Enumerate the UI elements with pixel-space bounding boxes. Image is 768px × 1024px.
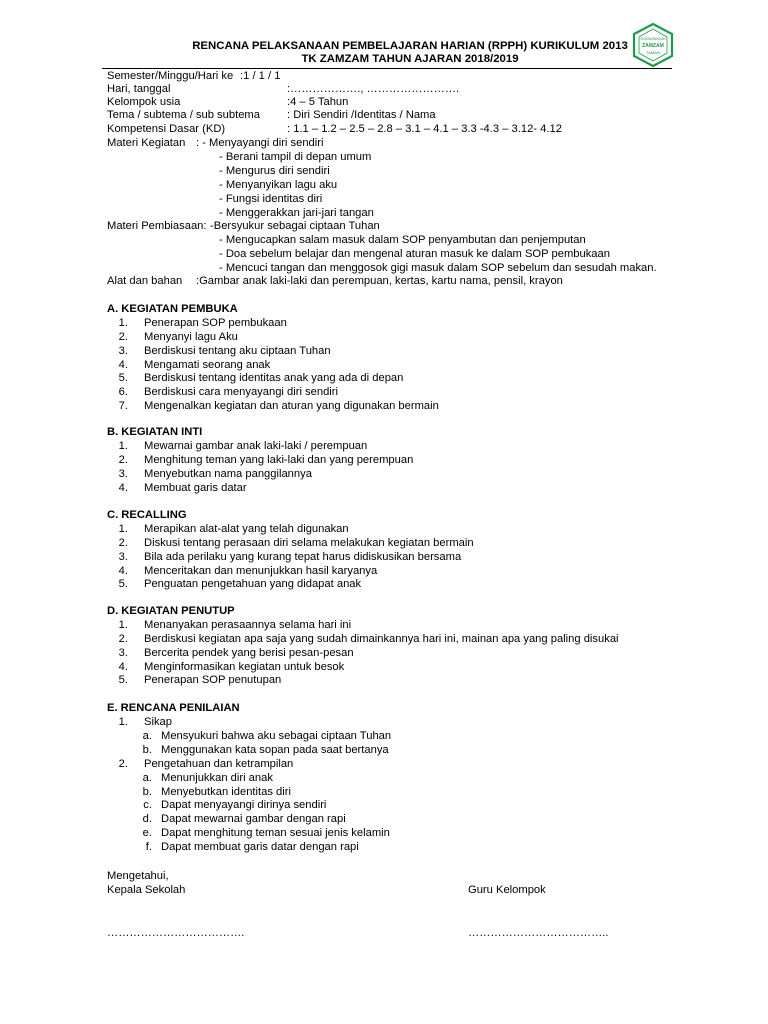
info-value: : Diri Sendiri /Identitas / Nama: [287, 109, 436, 121]
materi-pembiasaan-item: - Mencuci tangan dan menggosok gigi masuk dalam SOP sebelum dan sesudah makan.: [219, 261, 657, 274]
list-item: Mengamati seorang anak: [144, 358, 271, 371]
list-number: 5.: [118, 372, 128, 385]
list-item: Menyanyi lagu Aku: [144, 330, 238, 343]
penilaian-item: Dapat menghitung teman sesuai jenis kelamin: [161, 827, 390, 840]
penilaian-item: Dapat menyayangi dirinya sendiri: [161, 799, 327, 812]
penilaian-item: Menggunakan kata sopan pada saat bertanya: [161, 743, 389, 756]
list-number: 1.: [118, 716, 128, 728]
materi-kegiatan-item: - Berani tampil di depan umum: [219, 151, 372, 163]
penilaian-item: Dapat membuat garis datar dengan rapi: [161, 841, 359, 854]
materi-kegiatan-item: : - Menyayangi diri sendiri: [196, 137, 324, 149]
list-number: 4.: [118, 564, 128, 577]
list-item: Penerapan SOP pembukaan: [144, 317, 287, 329]
list-letter: e.: [142, 827, 152, 840]
section-heading: D. KEGIATAN PENUTUP: [107, 605, 235, 617]
section-heading: C. RECALLING: [107, 509, 187, 521]
list-item: Berdiskusi tentang identitas anak yang ada di depan: [144, 372, 404, 385]
penilaian-item: Dapat mewarnai gambar dengan rapi: [161, 813, 346, 826]
materi-kegiatan-item: - Menyanyikan lagu aku: [219, 178, 338, 191]
info-value: : 1.1 – 1.2 – 2.5 – 2.8 – 3.1 – 4.1 – 3.3 -4.3 – 3.12- 4.12: [287, 123, 562, 135]
list-letter: b.: [142, 743, 152, 756]
list-number: 1.: [118, 619, 128, 631]
list-item: Mengenalkan kegiatan dan aturan yang digunakan bermain: [144, 400, 439, 413]
list-item: Merapikan alat-alat yang telah digunakan: [144, 523, 349, 535]
mengetahui-label: Mengetahui,: [107, 870, 169, 882]
list-number: 2.: [118, 330, 128, 343]
list-item: Penerapan SOP penutupan: [144, 674, 282, 687]
list-number: 5.: [118, 578, 128, 591]
list-letter: a.: [142, 729, 152, 742]
list-item: Diskusi tentang perasaan diri selama melakukan kegiatan bermain: [144, 536, 474, 549]
penilaian-item: Mensyukuri bahwa aku sebagai ciptaan Tuhan: [161, 729, 392, 742]
list-item: Menanyakan perasaannya selama hari ini: [144, 619, 352, 631]
list-number: 1.: [118, 317, 128, 329]
list-item: Menginformasikan kegiatan untuk besok: [144, 660, 345, 673]
materi-kegiatan-item: - Mengurus diri sendiri: [219, 164, 330, 177]
info-label: Kelompok usia: [107, 96, 181, 108]
kepala-sekolah-signature-line: ……………………………….: [107, 927, 245, 939]
school-logo-icon: [630, 22, 676, 68]
list-number: 7.: [118, 400, 128, 413]
list-number: 2.: [118, 536, 128, 549]
penilaian-item: Menunjukkan diri anak: [161, 771, 273, 784]
list-letter: a.: [142, 771, 152, 784]
penilaian-group-title: Pengetahuan dan ketrampilan: [144, 757, 294, 770]
materi-kegiatan-item: - Menggerakkan jari-jari tangan: [219, 206, 374, 219]
penilaian-group-title: Sikap: [144, 716, 172, 728]
list-number: 3.: [118, 550, 128, 563]
list-item: Berdiskusi kegiatan apa saja yang sudah dimainkannya hari ini, mainan apa yang paling disukai: [144, 632, 619, 645]
list-number: 2.: [118, 453, 128, 466]
document-title: RENCANA PELAKSANAAN PEMBELAJARAN HARIAN (RPPH) KURIKULUM 2013: [192, 40, 628, 52]
svg-text:ZAMZAM: ZAMZAM: [642, 43, 664, 49]
header-rule: [102, 68, 672, 69]
list-item: Menyebutkan nama panggilannya: [144, 467, 312, 480]
list-item: Penguatan pengetahuan yang didapat anak: [144, 578, 362, 591]
section-heading: A. KEGIATAN PEMBUKA: [107, 303, 238, 315]
list-letter: b.: [142, 785, 152, 798]
list-letter: c.: [143, 799, 152, 812]
kepala-sekolah-label: Kepala Sekolah: [107, 884, 186, 896]
list-number: 4.: [118, 660, 128, 673]
list-item: Menghitung teman yang laki-laki dan yang perempuan: [144, 453, 414, 466]
list-item: Menceritakan dan menunjukkan hasil karyanya: [144, 564, 378, 577]
svg-text:KOMUNIKASI: KOMUNIKASI: [640, 36, 666, 41]
materi-pembiasaan-item: -Bersyukur sebagai ciptaan Tuhan: [210, 220, 380, 232]
list-number: 4.: [118, 358, 128, 371]
alat-bahan-value: :Gambar anak laki-laki dan perempuan, kertas, kartu nama, pensil, krayon: [196, 275, 563, 287]
list-number: 2.: [118, 632, 128, 645]
svg-text:TAMAN: TAMAN: [646, 50, 660, 55]
materi-kegiatan-item: - Fungsi identitas diri: [219, 192, 323, 205]
info-label: Semester/Minggu/Hari ke: [107, 70, 234, 82]
list-number: 5.: [118, 674, 128, 687]
section-heading: E. RENCANA PENILAIAN: [107, 702, 240, 714]
list-item: Bila ada perilaku yang kurang tepat harus didiskusikan bersama: [144, 550, 462, 563]
list-letter: d.: [142, 813, 152, 826]
list-item: Berdiskusi tentang aku ciptaan Tuhan: [144, 344, 331, 357]
list-number: 3.: [118, 344, 128, 357]
list-number: 3.: [118, 467, 128, 480]
list-number: 1.: [118, 440, 128, 452]
info-value: :1 / 1 / 1: [240, 70, 281, 82]
alat-bahan-label: Alat dan bahan: [107, 275, 183, 287]
materi-kegiatan-label: Materi Kegiatan: [107, 137, 186, 149]
info-label: Tema / subtema / sub subtema: [107, 109, 260, 121]
materi-pembiasaan-item: - Doa sebelum belajar dan mengenal aturan masuk ke dalam SOP pembukaan: [219, 247, 610, 260]
document-subtitle: TK ZAMZAM TAHUN AJARAN 2018/2019: [301, 53, 519, 65]
list-letter: f.: [145, 841, 152, 854]
info-label: Kompetensi Dasar (KD): [107, 123, 226, 135]
list-item: Bercerita pendek yang berisi pesan-pesan: [144, 646, 354, 659]
list-item: Berdiskusi cara menyayangi diri sendiri: [144, 386, 339, 399]
materi-pembiasaan-item: - Mengucapkan salam masuk dalam SOP penyambutan dan penjemputan: [219, 234, 586, 246]
section-heading: B. KEGIATAN INTI: [107, 426, 203, 438]
info-label: Hari, tanggal: [107, 83, 171, 95]
guru-kelompok-signature-line: ………………………………..: [468, 927, 609, 939]
penilaian-item: Menyebutkan identitas diri: [161, 785, 291, 798]
info-value: :4 – 5 Tahun: [287, 96, 349, 108]
list-number: 1.: [118, 523, 128, 535]
list-number: 2.: [118, 757, 128, 770]
list-number: 3.: [118, 646, 128, 659]
list-item: Mewarnai gambar anak laki-laki / perempuan: [144, 440, 368, 452]
materi-pembiasaan-label: Materi Pembiasaan:: [107, 220, 207, 232]
info-value: :………………., …………………….: [287, 83, 460, 95]
list-number: 6.: [118, 386, 128, 399]
list-item: Membuat garis datar: [144, 481, 247, 494]
list-number: 4.: [118, 481, 128, 494]
guru-kelompok-label: Guru Kelompok: [468, 884, 546, 896]
